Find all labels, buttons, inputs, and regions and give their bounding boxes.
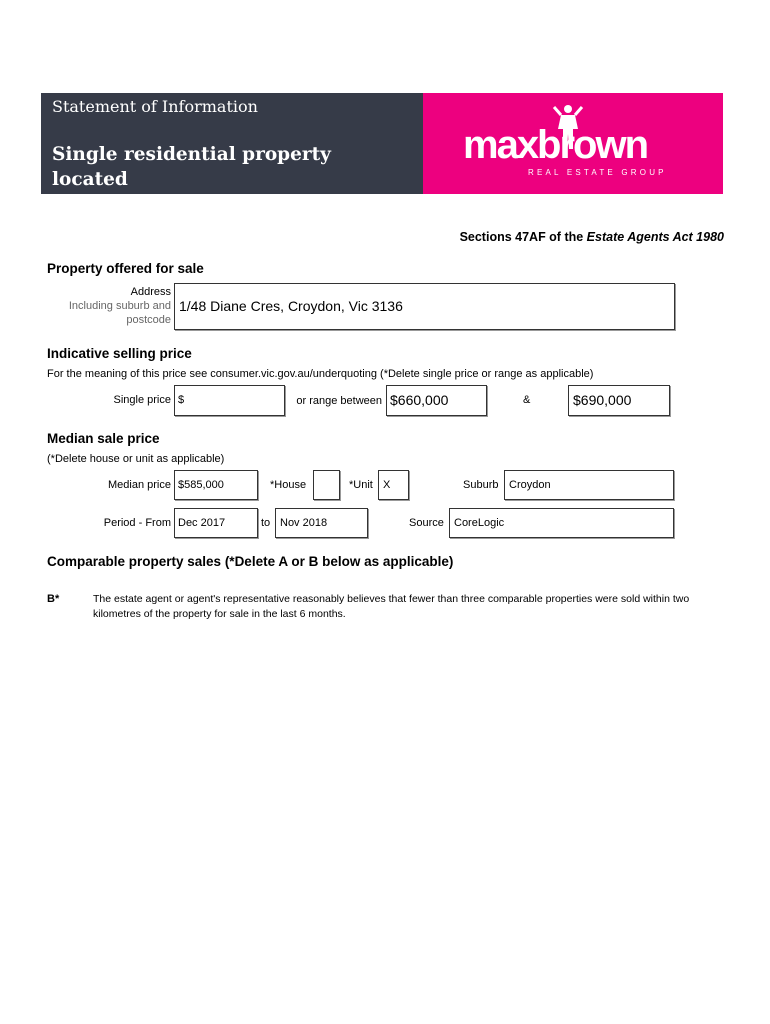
act-prefix: Sections 47AF of the xyxy=(459,230,587,244)
range-low-value: $660,000 xyxy=(390,392,449,408)
comparable-option-text: The estate agent or agent's representative reasonably believes that fewer than three comparable properties were sold within two kilometres of the property for sale in the last 6 months. xyxy=(93,593,690,620)
suburb-label: Suburb xyxy=(463,479,499,491)
source-value: CoreLogic xyxy=(454,517,505,529)
range-label: or range between xyxy=(296,395,382,407)
statement-label: Statement of Information xyxy=(52,97,258,116)
median-price-label: Median price xyxy=(108,479,171,491)
indicative-heading: Indicative selling price xyxy=(47,346,192,361)
page-title xyxy=(52,142,412,242)
title-line-1: Single residential property located xyxy=(52,144,331,190)
comparable-option-label: B* xyxy=(47,593,60,605)
period-to-value: Nov 2018 xyxy=(280,517,328,529)
indicative-note: For the meaning of this price see consumer.vic.gov.au/underquoting (*Delete single price or range as applicable) xyxy=(47,368,594,380)
house-label: *House xyxy=(270,479,307,491)
range-ampersand: & xyxy=(523,394,531,406)
title-line-2: in the Melbourne metropolitan area xyxy=(52,194,374,240)
unit-value: X xyxy=(383,479,391,491)
suburb-value: Croydon xyxy=(509,479,551,491)
single-price-label: Single price xyxy=(113,394,171,406)
address-label-2: Including suburb and xyxy=(68,300,171,312)
property-heading: Property offered for sale xyxy=(47,261,204,276)
single-price-value: $ xyxy=(178,394,185,406)
median-note: (*Delete house or unit as applicable) xyxy=(47,453,225,465)
source-label: Source xyxy=(409,517,444,529)
period-from-label: Period - From xyxy=(103,517,171,529)
house-field[interactable] xyxy=(313,470,340,500)
single-price-field[interactable] xyxy=(174,385,285,416)
period-to-label: to xyxy=(261,517,271,529)
period-from-value: Dec 2017 xyxy=(178,517,226,529)
address-label-3: postcode xyxy=(126,314,171,326)
unit-label: *Unit xyxy=(349,479,373,491)
address-value: 1/48 Diane Cres, Croydon, Vic 3136 xyxy=(179,298,403,314)
logo-wordmark: maxbrown xyxy=(463,123,648,167)
logo-tagline: REAL ESTATE GROUP xyxy=(528,168,667,177)
act-name: Estate Agents Act 1980 xyxy=(586,230,724,244)
range-high-value: $690,000 xyxy=(573,392,632,408)
act-reference xyxy=(460,230,724,244)
median-heading: Median sale price xyxy=(47,431,160,446)
comparable-heading: Comparable property sales (*Delete A or B below as applicable) xyxy=(47,554,454,569)
address-label-1: Address xyxy=(130,286,171,298)
median-price-value: $585,000 xyxy=(178,479,224,491)
